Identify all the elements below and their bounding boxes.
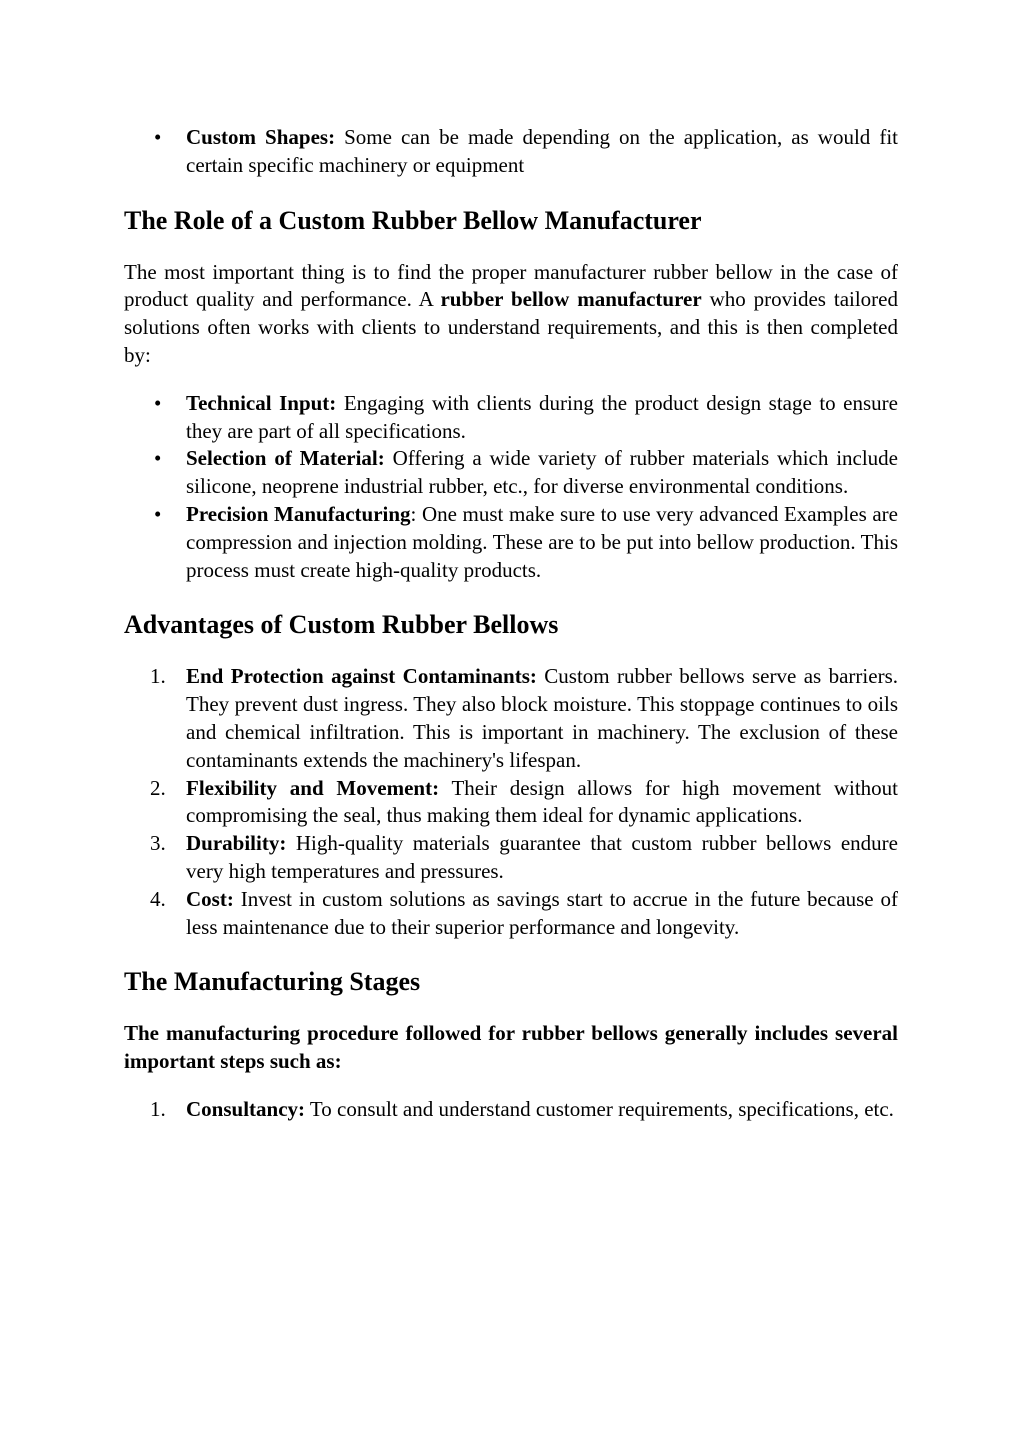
list-item	[124, 775, 898, 831]
list-item-term: Custom Shapes:	[186, 125, 336, 149]
list-item-term: Durability:	[186, 831, 287, 856]
section-heading-role: The Role of a Custom Rubber Bellow Manufacturer	[124, 205, 702, 235]
list-item-text: : One must make sure to use very advanced Examples are compression and injection molding. These are to be put into bellow production. This process must create high-quality products.	[186, 501, 898, 582]
list-item	[124, 445, 898, 501]
section-heading-stages: The Manufacturing Stages	[124, 967, 421, 997]
number-marker: 4.	[150, 886, 166, 911]
role-paragraph-bold: rubber bellow manufacturer	[440, 287, 702, 312]
list-item	[124, 501, 898, 584]
list-item	[124, 830, 898, 886]
list-item-term: Selection of Material:	[186, 446, 385, 471]
bullet-marker: •	[154, 446, 162, 471]
number-marker: 1.	[150, 664, 166, 689]
list-item-text: Offering a wide variety of rubber materials which include silicone, neoprene industrial rubber, etc., for diverse environmental conditions.	[186, 446, 899, 499]
number-marker: 3.	[150, 831, 166, 856]
list-item-term: End Protection against Contaminants:	[186, 664, 537, 689]
list-item-term: Precision Manufacturing	[186, 501, 411, 526]
stages-numbered-list	[124, 1096, 898, 1124]
list-item	[124, 390, 898, 446]
list-item	[124, 124, 898, 180]
list-item	[124, 1096, 898, 1124]
list-item-term: Cost:	[186, 886, 234, 911]
intro-bullet-list	[124, 124, 898, 180]
stages-intro-paragraph: The manufacturing procedure followed for rubber bellows generally includes several important steps such as:	[124, 1021, 898, 1074]
list-item-term: Consultancy:	[186, 1096, 306, 1121]
role-paragraph	[124, 259, 898, 370]
list-item	[124, 663, 898, 774]
list-item	[124, 886, 898, 942]
list-item-text: High-quality materials guarantee that custom rubber bellows endure very high temperatures and pressures.	[186, 831, 898, 883]
role-paragraph-part2: who provides tailored solutions often works with clients to understand requirements, and this is then completed by:	[124, 287, 898, 367]
number-marker: 2.	[150, 775, 166, 800]
list-item-text: Some can be made depending on the application, as would fit certain specific machinery or equipment	[186, 125, 898, 177]
number-marker: 1.	[150, 1096, 166, 1121]
role-paragraph-part1: The most important thing is to find the proper manufacturer rubber bellow in the case of product quality and performance. A	[124, 259, 898, 312]
bullet-marker: •	[154, 501, 162, 526]
list-item-text: Invest in custom solutions as savings start to accrue in the future because of less maintenance due to their superior performance and longevity.	[186, 886, 898, 939]
document-page	[124, 124, 898, 1124]
advantages-numbered-list	[124, 663, 898, 941]
list-item-text: To consult and understand customer requirements, specifications, etc.	[305, 1096, 894, 1121]
role-bullet-list	[124, 390, 898, 585]
list-item-term: Technical Input:	[186, 390, 337, 415]
list-item-text: Engaging with clients during the product design stage to ensure they are part of all specifications.	[186, 390, 898, 443]
list-item-text: Their design allows for high movement without compromising the seal, thus making them ideal for dynamic applications.	[186, 775, 898, 828]
bullet-marker: •	[154, 125, 162, 149]
section-heading-advantages: Advantages of Custom Rubber Bellows	[124, 610, 559, 640]
list-item-text: Custom rubber bellows serve as barriers. They prevent dust ingress. They also block moisture. This stoppage continues to oils and chemical infiltration. This is important in machinery. The exclusion of these contaminants extends the machinery's lifespan.	[186, 664, 898, 772]
bullet-marker: •	[154, 390, 162, 415]
list-item-term: Flexibility and Movement:	[186, 775, 440, 800]
